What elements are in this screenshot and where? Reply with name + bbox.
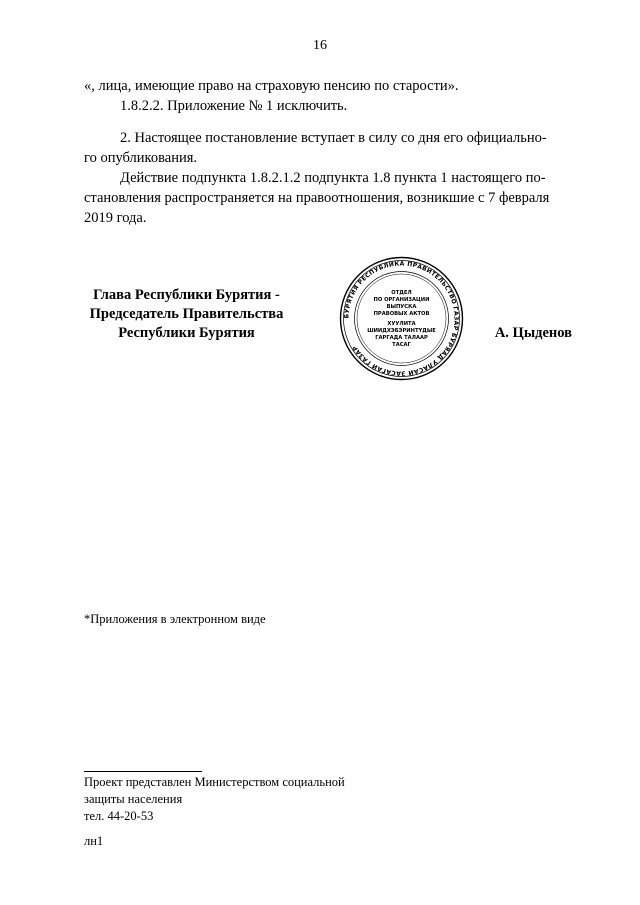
seal-center-line5: ХУУЛИТА bbox=[387, 321, 416, 327]
para-3-line3: 2019 года. bbox=[84, 210, 147, 226]
signer-name: А. Цыденов bbox=[494, 325, 572, 341]
para-3-line1: Действие подпункта 1.8.2.1.2 подпункта 1.8 пункта 1 настоящего по- bbox=[120, 170, 546, 186]
footer-code: лн1 bbox=[84, 834, 104, 848]
seal-center-line7: ГАРГАДА ТАЛААР bbox=[375, 335, 428, 341]
appendix-note: *Приложения в электронном виде bbox=[84, 612, 266, 626]
seal-center-line8: ТАСАГ bbox=[392, 342, 411, 348]
signer-title-line2: Председатель Правительства bbox=[89, 306, 284, 322]
seal-center-line3: ВЫПУСКА bbox=[386, 304, 417, 310]
signer-title bbox=[84, 286, 289, 343]
signer-title-line1: Глава Республики Бурятия - bbox=[93, 287, 280, 303]
footer bbox=[84, 774, 345, 850]
para-3-line2: становления распространяется на правоотношения, возникшие с 7 февраля bbox=[84, 190, 550, 206]
item-1822: 1.8.2.2. Приложение № 1 исключить. bbox=[120, 98, 348, 114]
signer-title-line3: Республики Бурятия bbox=[118, 325, 255, 341]
body-text bbox=[84, 76, 572, 116]
seal-center-line6: ШИИДХЭБЭРИНТҮДЫЕ bbox=[367, 328, 436, 334]
svg-text:БУРЯТИЯ РЕСПУБЛИКА ПРАВИТЕЛЬСТ bbox=[343, 260, 459, 377]
paragraph-2 bbox=[84, 128, 572, 228]
para-2-line2: го опубликования. bbox=[84, 150, 198, 166]
footer-line2: защиты населения bbox=[84, 792, 183, 806]
signature-block bbox=[84, 260, 572, 386]
seal-center-line4: ПРАВОВЫХ АКТОВ bbox=[373, 311, 430, 317]
page-number: 16 bbox=[313, 38, 327, 53]
official-seal-stamp bbox=[339, 256, 464, 381]
seal-outer-text: БУРЯТИЯ РЕСПУБЛИКА ПРАВИТЕЛЬСТВО ГАЗАР БУРЯАД УЛАСАЙ ЗАСАГАЙ ГАЗАР bbox=[343, 260, 460, 377]
seal-center-line1: ОТДЕЛ bbox=[391, 290, 412, 296]
para-2-line1: 2. Настоящее постановление вступает в силу со дня его официально- bbox=[120, 130, 547, 146]
footer-phone: тел. 44-20-53 bbox=[84, 809, 154, 823]
seal-center-line2: ПО ОРГАНИЗАЦИИ bbox=[373, 297, 430, 303]
footer-line1: Проект представлен Министерством социальной bbox=[84, 775, 345, 789]
footnote-divider bbox=[84, 771, 202, 772]
quote-line: «, лица, имеющие право на страховую пенсию по старости». bbox=[84, 78, 459, 94]
